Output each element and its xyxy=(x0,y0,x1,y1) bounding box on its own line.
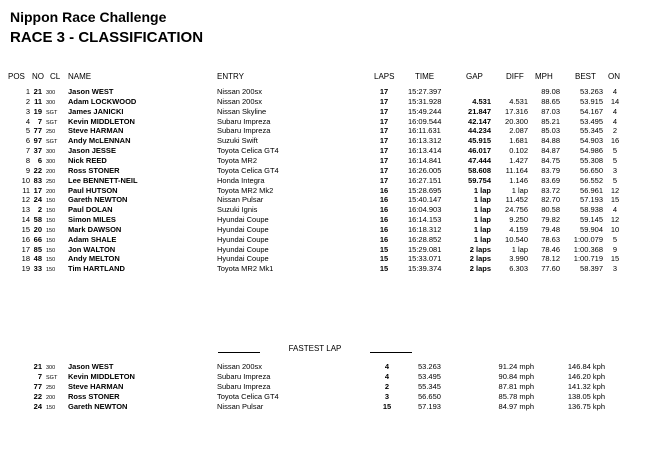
cell-car-number: 19 xyxy=(33,106,42,116)
cell-laps: 17 xyxy=(379,96,389,106)
cell-best: 54.986 xyxy=(580,146,603,156)
cell-laps: 15 xyxy=(379,254,389,264)
cell-car-number: 97 xyxy=(33,136,42,146)
cell-class: 300 xyxy=(46,99,56,106)
cell-diff: 1.427 xyxy=(509,155,528,165)
cell-laps: 17 xyxy=(379,146,389,156)
cell-driver-name: Gareth NEWTON xyxy=(68,195,128,205)
cell-best-on-lap: 12 xyxy=(610,185,620,195)
cell-gap: 58.608 xyxy=(468,165,491,175)
cell-driver-name: Nick REED xyxy=(68,155,107,165)
cell-laps: 15 xyxy=(379,264,389,274)
cell-best-on-lap: 4 xyxy=(612,205,618,215)
cell-mph: 78.12 xyxy=(541,254,560,264)
column-header-no: NO xyxy=(32,72,44,81)
cell-car-number: 83 xyxy=(33,175,42,185)
cell-best-on-lap: 10 xyxy=(610,224,620,234)
cell-best: 56.650 xyxy=(580,165,603,175)
cell-speed-mph: 87.81 mph xyxy=(498,382,534,392)
fastest-lap-divider-left xyxy=(218,352,260,353)
cell-speed-mph: 91.24 mph xyxy=(498,362,534,371)
cell-entry: Nissan 200sx xyxy=(217,96,263,106)
cell-car-number: 77 xyxy=(33,382,42,392)
cell-lap: 2 xyxy=(384,382,390,392)
cell-speed-kph: 146.20 kph xyxy=(567,372,605,382)
cell-diff: 4.159 xyxy=(509,224,528,234)
cell-driver-name: Kevin MIDDLETON xyxy=(68,116,135,126)
column-header-gap: GAP xyxy=(466,72,483,81)
cell-lap-time: 56.650 xyxy=(418,392,441,402)
cell-time: 15:28.695 xyxy=(408,185,442,195)
cell-class: 200 xyxy=(46,168,56,175)
cell-best-on-lap: 4 xyxy=(612,87,618,96)
cell-entry: Toyota Celica GT4 xyxy=(217,165,279,175)
cell-laps: 17 xyxy=(379,116,389,126)
cell-car-number: 2 xyxy=(37,205,42,215)
cell-time: 16:11.631 xyxy=(408,126,441,136)
cell-pos: 15 xyxy=(21,224,30,234)
cell-gap: 1 lap xyxy=(473,205,491,215)
cell-lap: 4 xyxy=(384,362,390,371)
cell-pos: 5 xyxy=(25,126,30,136)
column-header-time: TIME xyxy=(415,72,435,81)
cell-diff: 11.452 xyxy=(505,195,528,205)
cell-mph: 84.75 xyxy=(541,155,560,165)
cell-laps: 17 xyxy=(379,106,389,116)
cell-best-on-lap: 16 xyxy=(610,136,620,146)
cell-car-number: 11 xyxy=(34,96,42,106)
cell-car-number: 33 xyxy=(33,264,42,274)
cell-driver-name: Jason WEST xyxy=(68,362,114,371)
cell-speed-mph: 85.78 mph xyxy=(498,392,534,402)
cell-gap: 1 lap xyxy=(473,234,491,244)
cell-entry: Nissan Pulsar xyxy=(217,402,264,412)
cell-diff: 10.540 xyxy=(505,234,528,244)
cell-car-number: 7 xyxy=(37,116,42,126)
cell-driver-name: Jason WEST xyxy=(68,87,114,96)
cell-best-on-lap: 9 xyxy=(612,244,618,254)
cell-best: 54.903 xyxy=(580,136,603,146)
cell-gap: 2 laps xyxy=(469,254,491,264)
cell-gap: 4.531 xyxy=(472,96,491,106)
cell-best: 55.345 xyxy=(580,126,603,136)
cell-mph: 79.48 xyxy=(541,224,560,234)
cell-best: 56.961 xyxy=(580,185,603,195)
cell-mph: 83.72 xyxy=(541,185,560,195)
cell-pos: 10 xyxy=(21,175,30,185)
cell-best-on-lap: 5 xyxy=(612,175,618,185)
cell-pos: 16 xyxy=(21,234,30,244)
cell-diff: 1 lap xyxy=(511,244,528,254)
cell-mph: 85.21 xyxy=(541,116,560,126)
cell-driver-name: Adam LOCKWOOD xyxy=(68,96,137,106)
cell-lap: 4 xyxy=(384,372,390,382)
cell-entry: Honda Integra xyxy=(217,175,265,185)
cell-lap-time: 57.193 xyxy=(418,402,441,412)
cell-best-on-lap: 3 xyxy=(612,165,618,175)
cell-class: SGT xyxy=(46,109,58,116)
cell-class: 250 xyxy=(46,178,56,185)
cell-pos: 9 xyxy=(25,165,30,175)
cell-gap: 2 laps xyxy=(469,244,491,254)
cell-diff: 0.102 xyxy=(509,146,528,156)
cell-pos: 17 xyxy=(21,244,30,254)
cell-best: 1:00.368 xyxy=(573,244,603,254)
cell-time: 16:26.005 xyxy=(408,165,442,175)
column-header-cl: CL xyxy=(50,72,61,81)
column-header-name: NAME xyxy=(68,72,92,81)
cell-laps: 15 xyxy=(379,244,389,254)
cell-best-on-lap: 4 xyxy=(612,106,618,116)
cell-car-number: 21 xyxy=(33,362,42,371)
cell-driver-name: Paul DOLAN xyxy=(68,205,113,215)
cell-time: 16:18.312 xyxy=(408,224,442,234)
column-header-mph: MPH xyxy=(535,72,553,81)
cell-driver-name: Mark DAWSON xyxy=(68,224,122,234)
cell-time: 16:13.312 xyxy=(408,136,442,146)
cell-mph: 87.03 xyxy=(541,106,560,116)
cell-driver-name: Ross STONER xyxy=(68,392,120,402)
cell-class: 200 xyxy=(46,188,56,195)
cell-class: SGT xyxy=(46,375,58,382)
cell-class: 150 xyxy=(46,218,56,225)
cell-pos: 13 xyxy=(21,205,30,215)
cell-laps: 17 xyxy=(379,136,389,146)
cell-best: 58.938 xyxy=(580,205,603,215)
cell-best: 53.495 xyxy=(580,116,603,126)
column-header-diff: DIFF xyxy=(506,72,524,81)
cell-car-number: 21 xyxy=(33,87,42,96)
cell-time: 15:49.244 xyxy=(408,106,442,116)
cell-class: SGT xyxy=(46,139,58,146)
cell-entry: Hyundai Coupe xyxy=(217,224,269,234)
cell-mph: 89.08 xyxy=(541,87,560,96)
cell-time: 15:40.147 xyxy=(408,195,442,205)
cell-best: 54.167 xyxy=(580,106,603,116)
cell-entry: Subaru Impreza xyxy=(217,116,271,126)
cell-best: 58.397 xyxy=(580,264,603,274)
column-header-on: ON xyxy=(608,72,620,81)
cell-time: 16:14.841 xyxy=(408,155,442,165)
cell-lap-time: 53.495 xyxy=(418,372,441,382)
cell-driver-name: Ross STONER xyxy=(68,165,120,175)
cell-car-number: 22 xyxy=(33,165,42,175)
cell-driver-name: Andy MELTON xyxy=(68,254,120,264)
cell-class: 200 xyxy=(46,395,56,402)
cell-best: 59.145 xyxy=(580,215,603,225)
cell-entry: Nissan 200sx xyxy=(217,362,263,371)
cell-driver-name: Gareth NEWTON xyxy=(68,402,128,412)
cell-car-number: 85 xyxy=(33,244,42,254)
cell-time: 15:27.397 xyxy=(408,87,442,96)
cell-entry: Toyota Celica GT4 xyxy=(217,146,279,156)
cell-entry: Hyundai Coupe xyxy=(217,244,269,254)
cell-best-on-lap: 15 xyxy=(610,254,620,264)
cell-diff: 9.250 xyxy=(509,215,528,225)
cell-best-on-lap: 15 xyxy=(610,195,620,205)
cell-car-number: 20 xyxy=(33,224,42,234)
cell-entry: Hyundai Coupe xyxy=(217,215,269,225)
cell-driver-name: Lee BENNETT-NEIL xyxy=(68,175,138,185)
cell-car-number: 58 xyxy=(33,215,42,225)
cell-best: 56.552 xyxy=(580,175,603,185)
cell-driver-name: James JANICKI xyxy=(68,106,124,116)
cell-pos: 4 xyxy=(25,116,30,126)
column-header-pos: POS xyxy=(8,72,25,81)
cell-gap: 47.444 xyxy=(468,155,491,165)
cell-best: 1:00.079 xyxy=(573,234,603,244)
cell-driver-name: Paul HUTSON xyxy=(68,185,118,195)
fastest-lap-heading: FASTEST LAP xyxy=(260,344,370,353)
cell-driver-name: Jason JESSE xyxy=(68,146,116,156)
cell-class: 300 xyxy=(46,90,56,96)
cell-entry: Toyota MR2 Mk2 xyxy=(217,185,274,195)
cell-mph: 84.88 xyxy=(541,136,560,146)
cell-best: 53.263 xyxy=(580,87,603,96)
cell-best: 59.904 xyxy=(580,224,603,234)
cell-pos: 19 xyxy=(21,264,30,274)
cell-diff: 4.531 xyxy=(509,96,528,106)
cell-class: 150 xyxy=(46,198,56,205)
cell-laps: 17 xyxy=(379,155,389,165)
cell-class: 250 xyxy=(46,385,56,392)
cell-entry: Nissan Pulsar xyxy=(217,195,264,205)
cell-lap-time: 53.263 xyxy=(418,362,441,371)
cell-entry: Toyota MR2 xyxy=(217,155,258,165)
cell-driver-name: Adam SHALE xyxy=(68,234,117,244)
cell-pos: 6 xyxy=(25,136,30,146)
cell-laps: 16 xyxy=(379,224,389,234)
cell-speed-kph: 141.32 kph xyxy=(567,382,605,392)
cell-mph: 79.82 xyxy=(541,215,560,225)
cell-laps: 16 xyxy=(379,205,389,215)
cell-time: 16:14.153 xyxy=(408,215,442,225)
cell-entry: Suzuki Swift xyxy=(217,136,258,146)
cell-pos: 3 xyxy=(25,106,30,116)
cell-pos: 14 xyxy=(21,215,30,225)
cell-class: 150 xyxy=(46,227,56,234)
cell-diff: 17.316 xyxy=(505,106,528,116)
cell-entry: Toyota Celica GT4 xyxy=(217,392,279,402)
cell-car-number: 37 xyxy=(33,146,42,156)
cell-pos: 1 xyxy=(25,87,30,96)
column-header-entry: ENTRY xyxy=(217,72,244,81)
cell-best-on-lap: 12 xyxy=(610,215,620,225)
cell-mph: 77.60 xyxy=(541,264,560,274)
cell-pos: 12 xyxy=(21,195,30,205)
cell-mph: 84.87 xyxy=(541,146,560,156)
cell-class: 150 xyxy=(46,257,56,264)
cell-speed-mph: 84.97 mph xyxy=(498,402,534,412)
cell-time: 15:39.374 xyxy=(408,264,442,274)
cell-time: 15:29.081 xyxy=(408,244,442,254)
cell-best-on-lap: 3 xyxy=(612,264,618,274)
cell-driver-name: Kevin MIDDLETON xyxy=(68,372,135,382)
cell-laps: 17 xyxy=(379,175,389,185)
page-title: RACE 3 - CLASSIFICATION xyxy=(10,29,204,46)
cell-pos: 7 xyxy=(25,146,30,156)
cell-entry: Nissan Skyline xyxy=(217,106,267,116)
cell-laps: 16 xyxy=(379,234,389,244)
cell-speed-mph: 90.84 mph xyxy=(498,372,534,382)
cell-laps: 16 xyxy=(379,195,389,205)
cell-gap: 45.915 xyxy=(468,136,491,146)
cell-laps: 16 xyxy=(379,215,389,225)
cell-mph: 78.63 xyxy=(541,234,560,244)
cell-driver-name: Andy McLENNAN xyxy=(68,136,131,146)
series-title: Nippon Race Challenge xyxy=(10,9,167,25)
cell-driver-name: Simon MILES xyxy=(68,215,116,225)
cell-gap: 46.017 xyxy=(468,146,491,156)
cell-gap: 44.234 xyxy=(468,126,491,136)
cell-mph: 85.03 xyxy=(541,126,560,136)
cell-best-on-lap: 2 xyxy=(612,126,618,136)
cell-class: 150 xyxy=(46,405,56,412)
cell-driver-name: Steve HARMAN xyxy=(68,126,124,136)
cell-diff: 1 lap xyxy=(511,185,528,195)
cell-pos: 18 xyxy=(21,254,30,264)
cell-lap: 3 xyxy=(384,392,390,402)
cell-driver-name: Steve HARMAN xyxy=(68,382,124,392)
cell-entry: Toyota MR2 Mk1 xyxy=(217,264,274,274)
column-header-laps: LAPS xyxy=(374,72,395,81)
cell-entry: Hyundai Coupe xyxy=(217,254,269,264)
cell-car-number: 24 xyxy=(33,195,42,205)
cell-pos: 2 xyxy=(25,96,30,106)
cell-car-number: 66 xyxy=(33,234,42,244)
cell-entry: Nissan 200sx xyxy=(217,87,263,96)
cell-class: 300 xyxy=(46,365,56,371)
cell-lap-time: 55.345 xyxy=(418,382,441,392)
cell-time: 15:33.071 xyxy=(408,254,442,264)
cell-entry: Subaru Impreza xyxy=(217,372,271,382)
cell-diff: 11.164 xyxy=(505,165,528,175)
cell-best-on-lap: 4 xyxy=(612,116,618,126)
cell-diff: 3.990 xyxy=(509,254,528,264)
cell-best-on-lap: 5 xyxy=(612,234,618,244)
cell-gap: 42.147 xyxy=(468,116,491,126)
cell-time: 16:13.414 xyxy=(408,146,442,156)
cell-diff: 2.087 xyxy=(509,126,528,136)
cell-gap: 1 lap xyxy=(473,185,491,195)
cell-entry: Hyundai Coupe xyxy=(217,234,269,244)
cell-gap: 1 lap xyxy=(473,224,491,234)
cell-diff: 1.146 xyxy=(509,175,528,185)
cell-class: 150 xyxy=(46,267,56,274)
cell-mph: 78.46 xyxy=(541,244,560,254)
cell-time: 16:04.903 xyxy=(408,205,442,215)
cell-diff: 24.756 xyxy=(505,205,528,215)
cell-best: 1:00.719 xyxy=(573,254,603,264)
cell-gap: 21.847 xyxy=(468,106,491,116)
cell-pos: 8 xyxy=(25,155,30,165)
cell-best-on-lap: 14 xyxy=(610,96,620,106)
cell-car-number: 24 xyxy=(33,402,42,412)
cell-class: 300 xyxy=(46,158,56,165)
cell-laps: 17 xyxy=(379,126,389,136)
cell-laps: 17 xyxy=(379,165,389,175)
cell-best: 55.308 xyxy=(580,155,603,165)
cell-driver-name: Jon WALTON xyxy=(68,244,116,254)
cell-pos: 11 xyxy=(22,185,30,195)
cell-mph: 80.58 xyxy=(541,205,560,215)
cell-car-number: 77 xyxy=(33,126,42,136)
cell-entry: Subaru Impreza xyxy=(217,382,271,392)
cell-driver-name: Tim HARTLAND xyxy=(68,264,125,274)
cell-entry: Subaru Impreza xyxy=(217,126,271,136)
cell-speed-kph: 138.05 kph xyxy=(567,392,605,402)
cell-laps: 17 xyxy=(379,87,389,96)
cell-class: 250 xyxy=(46,129,56,136)
cell-time: 16:28.852 xyxy=(408,234,442,244)
fastest-lap-divider-right xyxy=(370,352,412,353)
cell-best-on-lap: 5 xyxy=(612,155,618,165)
cell-car-number: 7 xyxy=(37,372,42,382)
cell-car-number: 17 xyxy=(33,185,42,195)
cell-gap: 1 lap xyxy=(473,215,491,225)
cell-diff: 20.300 xyxy=(505,116,528,126)
cell-time: 16:27.151 xyxy=(408,175,442,185)
cell-mph: 88.65 xyxy=(541,96,560,106)
cell-speed-kph: 146.84 kph xyxy=(567,362,605,371)
cell-class: 150 xyxy=(46,208,56,215)
cell-gap: 59.754 xyxy=(468,175,491,185)
cell-mph: 83.79 xyxy=(541,165,560,175)
cell-mph: 83.69 xyxy=(541,175,560,185)
cell-class: 300 xyxy=(46,149,56,156)
cell-class: 150 xyxy=(46,237,56,244)
cell-speed-kph: 136.75 kph xyxy=(567,402,605,412)
cell-best: 53.915 xyxy=(580,96,603,106)
cell-diff: 1.681 xyxy=(509,136,528,146)
cell-car-number: 6 xyxy=(37,155,42,165)
cell-diff: 6.303 xyxy=(509,264,528,274)
cell-time: 16:09.544 xyxy=(408,116,442,126)
column-header-best: BEST xyxy=(575,72,596,81)
cell-gap: 2 laps xyxy=(469,264,491,274)
cell-laps: 16 xyxy=(379,185,389,195)
cell-mph: 82.70 xyxy=(541,195,560,205)
cell-class: SGT xyxy=(46,119,58,126)
cell-car-number: 22 xyxy=(33,392,42,402)
cell-entry: Suzuki Ignis xyxy=(217,205,258,215)
cell-best: 57.193 xyxy=(580,195,603,205)
cell-time: 15:31.928 xyxy=(408,96,442,106)
cell-car-number: 48 xyxy=(33,254,42,264)
cell-gap: 1 lap xyxy=(473,195,491,205)
cell-lap: 15 xyxy=(382,402,392,412)
cell-best-on-lap: 5 xyxy=(612,146,618,156)
cell-class: 150 xyxy=(46,247,56,254)
